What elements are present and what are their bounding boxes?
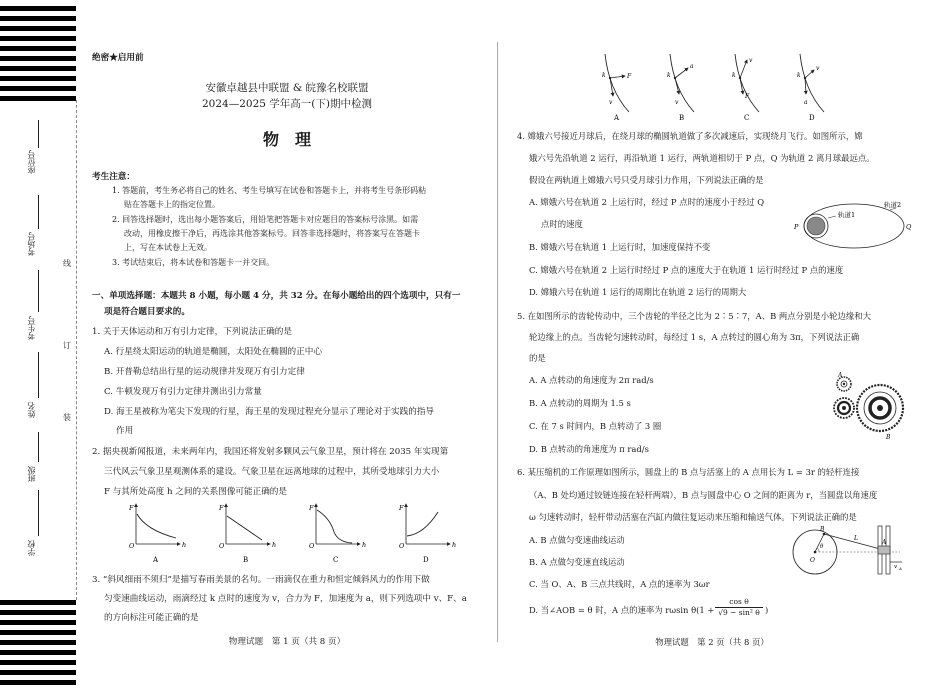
q5-option-c: C. 在 7 s 时间内，B 点转动了 3 圈 (529, 421, 662, 431)
q4-line: 假设在两轨道上嫦娥六号只受月球引力作用，下列说法正确的是 (529, 175, 764, 185)
q3-figure-c (732, 54, 759, 122)
q3-line: 3. “斜风细雨不须归”是描写春雨美景的名句。一雨滴仅在重力和恒定倾斜风力的作用下做 (92, 575, 430, 585)
svg-text:h: h (362, 541, 367, 549)
svg-text:P: P (794, 223, 799, 231)
svg-text:F: F (745, 93, 750, 100)
q5-gears-figure (830, 372, 910, 442)
q2-line: F 与其所处高度 h 之间的关系图像可能正确的是 (104, 487, 287, 497)
svg-text:F: F (219, 504, 224, 512)
svg-text:B: B (679, 114, 685, 122)
svg-text:A: A (882, 539, 887, 546)
svg-text:B: B (243, 556, 249, 564)
svg-text:θ: θ (820, 544, 824, 550)
q2-graph-c (308, 504, 366, 564)
q6-option-c: C. 当 O、A、B 三点共线时，A 点的速率为 3ωr (529, 579, 710, 589)
binding-char-order: 订 (63, 341, 71, 350)
svg-text:h: h (452, 541, 457, 549)
margin-label-room: 考场号 (27, 232, 36, 256)
q2-line: 2. 据央视新闻报道，未来两年内，我国还将发射多颗风云气象卫星，预计将在 2035 年实现第 (92, 447, 449, 457)
fraction-denominator: √9 − sin² θ (718, 608, 760, 617)
binding-char-line: 线 (63, 259, 71, 268)
svg-text:k: k (602, 72, 606, 79)
svg-text:A: A (838, 372, 843, 379)
q3-line: 匀变速曲线运动，雨滴经过 k 点时的速度为 v，合力为 F，加速度为 a，则下列选项中 v、F、a (104, 594, 467, 604)
svg-text:v: v (609, 99, 613, 106)
q2-graph-a (128, 504, 186, 564)
q4-option-b: B. 嫦娥六号在轨道 1 上运行时，加速度保持不变 (529, 242, 711, 252)
q5-line: 的是 (529, 353, 546, 363)
svg-text:k: k (667, 72, 671, 79)
section-heading-cont: 项是符合题目要求的。 (104, 307, 190, 317)
svg-text:L: L (854, 535, 858, 542)
svg-text:A: A (153, 556, 159, 564)
note-line: 改动，用橡皮擦干净后，再选涂其他答案标号。回答非选择题时，将答案写在答题卡 (124, 229, 420, 238)
q1-option-d-cont: 作用 (116, 426, 134, 436)
svg-text:k: k (732, 72, 736, 79)
binding-dashed-line (76, 100, 77, 600)
q3-figures (585, 50, 845, 124)
page-divider (497, 42, 498, 642)
q3-line: 的方向标注可能正确的是 (104, 613, 199, 623)
q1-stem: 1. 关于天体运动和万有引力定律，下列说法正确的是 (92, 327, 292, 337)
q6-line: （A、B 处均通过铰链连接在轻杆两端），B 点与圆盘中心 O 之间的距离为 r，当圆盘以角速度 (529, 490, 878, 500)
svg-text:A: A (899, 566, 902, 571)
q6-option-d-close: ) (765, 605, 769, 615)
margin-label-class: 班级 (27, 466, 36, 482)
exam-title: 2024—2025 学年高一(下)期中检测 (202, 98, 372, 110)
notes-title: 考生注意： (92, 172, 135, 182)
alliance-title: 安徽卓越县中联盟 & 皖豫名校联盟 (205, 82, 369, 94)
q5-option-b: B. A 点转动的周期为 1.5 s (529, 398, 631, 408)
svg-text:O: O (219, 542, 225, 550)
q5-line: 轮边缘上的点。当齿轮匀速转动时，每经过 1 s，A 点转过的圆心角为 3π，下列说法正确 (529, 332, 860, 342)
q4-option-c: C. 嫦娥六号在轨道 2 上运行时经过 P 点的速度大于在轨道 1 运行时经过 P 点的速度 (529, 265, 844, 275)
svg-text:F: F (309, 504, 314, 512)
footer-left: 物理试题 第 1 页（共 8 页） (228, 637, 346, 647)
subject-title: 物 理 (262, 130, 311, 149)
q1-option-b: B. 开普勒总结出行星的运动规律并发现万有引力定律 (104, 367, 305, 377)
margin-label-seat: 座位号 (27, 150, 36, 174)
q2-graph-d (398, 504, 456, 564)
note-line: 2. 回答选择题时，选出每小题答案后，用铅笔把答题卡对应题目的答案标号涂黑。如需 (112, 215, 419, 224)
secret-mark: 绝密★启用前 (92, 53, 144, 63)
q6-line: 6. 某压缩机的工作原理如图所示，圆盘上的 B 点与活塞上的 A 点用长为 L = 3r 的轻杆连接 (517, 467, 860, 477)
margin-label-school: 学校 (27, 540, 36, 556)
fraction-numerator: cos θ (715, 597, 763, 608)
svg-text:O: O (129, 542, 135, 550)
q4-line: 娥六号先沿轨道 2 运行，再沿轨道 1 运行，两轨道相切于 P 点，Q 为轨道 2 离月球最远点。 (529, 153, 875, 163)
q4-option-a: A. 嫦娥六号在轨道 2 上运行时，经过 P 点时的速度小于经过 Q (529, 197, 765, 207)
q2-graphs (120, 500, 457, 570)
note-line: 上，写在本试卷上无效。 (124, 243, 212, 252)
svg-text:C: C (333, 556, 339, 564)
svg-text:轨道2: 轨道2 (884, 201, 902, 209)
binding-char-bind: 装 (63, 413, 71, 422)
svg-text:v: v (894, 564, 898, 570)
svg-text:B: B (886, 434, 891, 441)
svg-text:k: k (797, 72, 801, 79)
q3-figure-b (667, 54, 694, 122)
q4-orbit-figure (790, 196, 910, 256)
svg-text:B: B (820, 526, 825, 533)
q6-option-d: D. 当∠AOB = θ 时，A 点的速率为 rωsin θ(1 + (529, 605, 715, 615)
q1-option-a: A. 行星绕太阳运动的轨道是椭圆，太阳处在椭圆的正中心 (104, 347, 322, 357)
svg-text:Q: Q (906, 223, 912, 231)
q6-compressor-figure (790, 520, 910, 580)
note-line: 1. 答题前，考生务必将自己的姓名、考生号填写在试卷和答题卡上，并将考生号条形码粘 (112, 186, 427, 195)
svg-text:F: F (627, 73, 632, 80)
q3-figure-a (602, 54, 632, 122)
q5-option-d: D. B 点转动的角速度为 π rad/s (529, 444, 649, 454)
svg-text:轨道1: 轨道1 (838, 211, 856, 219)
q2-graph-b (218, 504, 276, 564)
footer-right: 物理试题 第 2 页（共 8 页） (655, 637, 769, 647)
svg-text:D: D (809, 114, 815, 122)
svg-text:a: a (690, 63, 694, 70)
q3-figure-d (797, 54, 824, 122)
margin-label-name: 姓名 (27, 402, 36, 418)
margin-label-examinee-no: 考生号 (27, 316, 36, 340)
svg-text:F: F (129, 504, 134, 512)
q6-option-d-fraction (715, 597, 763, 618)
q4-line: 4. 嫦娥六号接近月球后，在绕月球的椭圆轨道做了多次减速后，实现绕月飞行。如图所示，嫦 (517, 131, 863, 141)
q1-option-d: D. 海王星被称为笔尖下发现的行星，海王星的发现过程充分显示了理论对于实践的指导 (104, 407, 435, 417)
q1-option-c: C. 牛顿发现万有引力定律并测出引力常量 (104, 387, 262, 397)
q6-option-b: B. A 点做匀变速直线运动 (529, 557, 625, 567)
q4-option-a-cont: 点时的速度 (541, 219, 583, 229)
svg-text:h: h (272, 541, 277, 549)
note-line: 贴在答题卡上的指定位置。 (124, 200, 220, 209)
q6-line: ω 匀速转动时，轻杆带动活塞在汽缸内做往复运动来压缩和输送气体。下列说法正确的是 (529, 512, 857, 522)
svg-text:v: v (816, 65, 820, 72)
svg-text:h: h (182, 541, 187, 549)
svg-text:A: A (614, 114, 620, 122)
svg-text:C: C (744, 114, 750, 122)
q5-option-a: A. A 点转动的角速度为 2π rad/s (529, 375, 654, 385)
svg-text:O: O (810, 557, 815, 564)
q5-line: 5. 在如图所示的齿轮传动中，三个齿轮的半径之比为 2∶5∶7，A、B 两点分别是小轮边缘和大 (517, 311, 872, 321)
svg-text:O: O (399, 542, 405, 550)
svg-text:a: a (804, 99, 808, 106)
section-heading: 一、单项选择题：本题共 8 小题，每小题 4 分，共 32 分。在每小题给出的四个选项中，只有一 (92, 291, 461, 301)
svg-text:v: v (749, 57, 753, 64)
q2-line: 三代风云气象卫星观测体系的建设。气象卫星在远离地球的过程中，其所受地球引力大小 (104, 467, 440, 477)
q4-option-d: D. 嫦娥六号在轨道 1 运行的周期比在轨道 2 运行的周期大 (529, 287, 747, 297)
svg-text:F: F (399, 504, 404, 512)
svg-text:v: v (675, 99, 679, 106)
svg-text:O: O (309, 542, 315, 550)
svg-text:D: D (423, 556, 429, 564)
note-line: 3. 考试结束后，将本试卷和答题卡一并交回。 (112, 258, 275, 267)
q6-option-a: A. B 点做匀变速曲线运动 (529, 535, 625, 545)
